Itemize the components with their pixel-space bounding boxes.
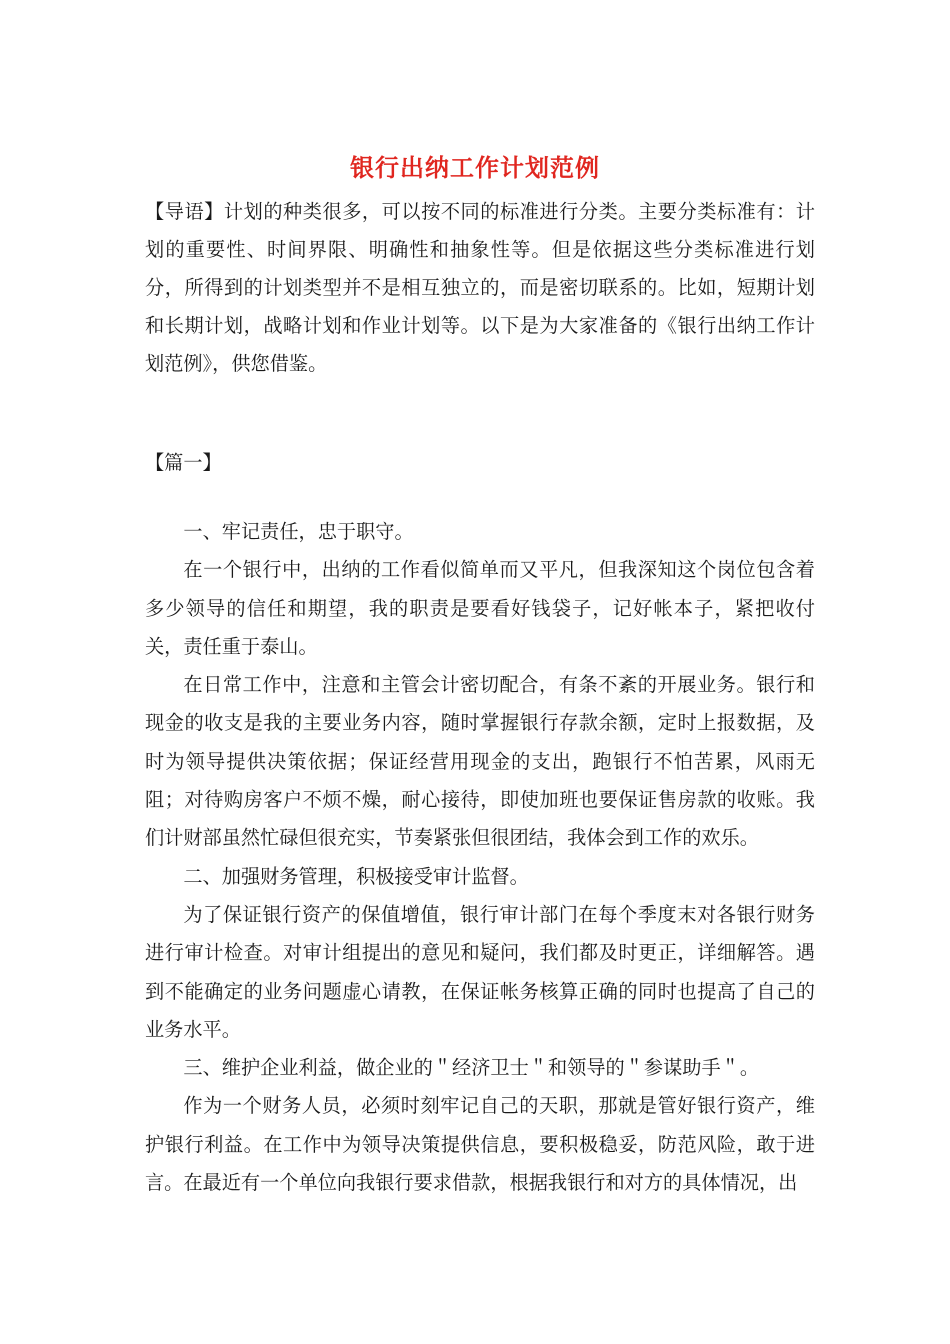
body-paragraph: 为了保证银行资产的保值增值，银行审计部门在每个季度末对各银行财务进行审计检查。对审计组提出的意见和疑问，我们都及时更正，详细解答。遇到不能确定的业务问题虚心请教，在保证帐务核算正确的同时也提高了自己的业务水平。 [145, 902, 815, 1041]
section-label: 【篇一】 [145, 451, 222, 474]
document-title: 银行出纳工作计划范例 [350, 153, 600, 182]
intro-paragraph: 【导语】计划的种类很多，可以按不同的标准进行分类。主要分类标准有：计划的重要性、时间界限、明确性和抽象性等。但是依据这些分类标准进行划分，所得到的计划类型并不是相互独立的，而是密切联系的。比如，短期计划和长期计划，战略计划和作业计划等。以下是为大家准备的《银行出纳工作计划范例》，供您借鉴。 [145, 200, 815, 375]
body-paragraph: 在日常工作中，注意和主管会计密切配合，有条不紊的开展业务。银行和现金的收支是我的主要业务内容，随时掌握银行存款余额，定时上报数据，及时为领导提供决策依据；保证经营用现金的支出，跑银行不怕苦累，风雨无阻；对待购房客户不烦不燥，耐心接待，即使加班也要保证售房款的收账。我们计财部虽然忙碌但很充实，节奏紧张但很团结，我体会到工作的欢乐。 [145, 673, 815, 850]
heading-financial-management: 二、加强财务管理，积极接受审计监督。 [183, 864, 529, 888]
body-paragraph: 作为一个财务人员，必须时刻牢记自己的天职，那就是管好银行资产，维护银行利益。在工作中为领导决策提供信息，要积极稳妥，防范风险，敢于进言。在最近有一个单位向我银行要求借款，根据我银行和对方的具体情况，出 [145, 1094, 815, 1195]
body-paragraph: 在一个银行中，出纳的工作看似简单而又平凡，但我深知这个岗位包含着多少领导的信任和期望，我的职责是要看好钱袋子，记好帐本子，紧把收付关，责任重于泰山。 [145, 558, 815, 658]
heading-enterprise-interest: 三、维护企业利益，做企业的＂经济卫士＂和领导的＂参谋助手＂。 [183, 1056, 760, 1080]
heading-responsibility: 一、牢记责任，忠于职守。 [183, 520, 414, 543]
body-text [145, 513, 815, 1202]
